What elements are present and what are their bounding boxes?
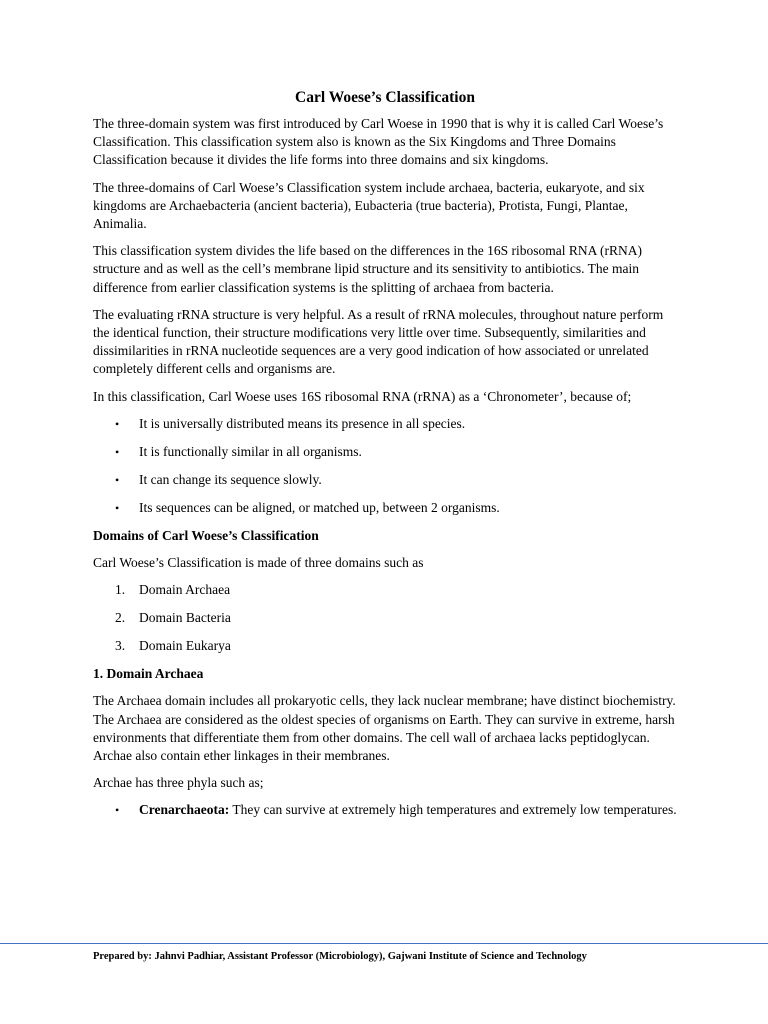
list-item — [93, 581, 677, 599]
list-item-text: It is functionally similar in all organisms. — [139, 443, 362, 459]
domains-list — [93, 581, 677, 655]
document-page — [93, 88, 677, 829]
bullet-icon: • — [115, 803, 120, 818]
list-number: 2. — [115, 610, 126, 626]
bullet-icon: • — [115, 500, 120, 515]
domains-heading: Domains of Carl Woese’s Classification — [93, 527, 319, 543]
list-item — [93, 609, 677, 627]
list-number: 3. — [115, 638, 126, 654]
list-item — [93, 637, 677, 655]
intro-paragraph-2: The three-domains of Carl Woese’s Classification system include archaea, bacteria, eukaryote, and six kingdoms are Archaebacteria (ancient bacteria), Eubacteria (true bacteria), Protista, Fungi, Plantae, Animalia. — [93, 179, 645, 232]
footer-divider — [0, 943, 768, 944]
page-title: Carl Woese’s Classification — [295, 89, 475, 106]
bullet-icon: • — [115, 444, 120, 459]
list-item — [93, 499, 677, 517]
list-item-text: It is universally distributed means its presence in all species. — [139, 415, 466, 431]
bullet-icon: • — [115, 472, 120, 487]
list-item-text: Its sequences can be aligned, or matched up, between 2 organisms. — [139, 499, 500, 515]
list-item-text: Domain Archaea — [139, 582, 231, 598]
list-item-text: It can change its sequence slowly. — [139, 471, 322, 487]
archaea-heading: 1. Domain Archaea — [93, 666, 204, 682]
list-item — [93, 443, 677, 461]
bullet-icon: • — [115, 416, 120, 431]
chronometer-reasons-list — [93, 415, 677, 517]
phylum-description: They can survive at extremely high temperatures and extremely low temperatures. — [229, 802, 677, 818]
list-item — [93, 415, 677, 433]
archaea-paragraph: The Archaea domain includes all prokaryotic cells, they lack nuclear membrane; have distinct biochemistry. The Archaea are considered as the oldest species of organisms on Earth. They can survive in extreme, harsh environments that differentiate them from other domains. The cell wall of archaea lacks peptidoglycan. Archae also contain ether linkages in their membranes. — [93, 693, 676, 764]
list-item-text: Domain Bacteria — [139, 610, 231, 626]
domains-intro: Carl Woese’s Classification is made of three domains such as — [93, 555, 424, 571]
list-number: 1. — [115, 582, 126, 598]
phyla-list — [93, 801, 677, 819]
phyla-intro: Archae has three phyla such as; — [93, 775, 264, 791]
list-item — [93, 471, 677, 489]
footer-credit: Prepared by: Jahnvi Padhiar, Assistant Professor (Microbiology), Gajwani Institute of Science and Technology — [93, 951, 587, 962]
intro-paragraph-5: In this classification, Carl Woese uses 16S ribosomal RNA (rRNA) as a ‘Chronometer’, because of; — [93, 388, 632, 404]
intro-paragraph-3: This classification system divides the life based on the differences in the 16S ribosomal RNA (rRNA) structure and as well as the cell’s membrane lipid structure and its sensitivity to antibiotics. The main difference from earlier classification systems is the splitting of archaea from bacteria. — [93, 243, 643, 295]
intro-paragraph-4: The evaluating rRNA structure is very helpful. As a result of rRNA molecules, throughout nature perform the identical function, their structure modifications very little over time. Subsequently, similarities and dissimilarities in rRNA nucleotide sequences are a very good indication of how associated or unrelated completely different cells and organisms are. — [93, 306, 664, 377]
intro-paragraph-1: The three-domain system was first introduced by Carl Woese in 1990 that is why it is called Carl Woese’s Classification. This classification system also is known as the Six Kingdoms and Three Domains Classification because it divides the life forms into three domains and six kingdoms. — [93, 116, 664, 168]
phylum-name: Crenarchaeota: — [139, 802, 230, 818]
list-item-text: Domain Eukarya — [139, 638, 231, 654]
list-item — [93, 801, 677, 819]
